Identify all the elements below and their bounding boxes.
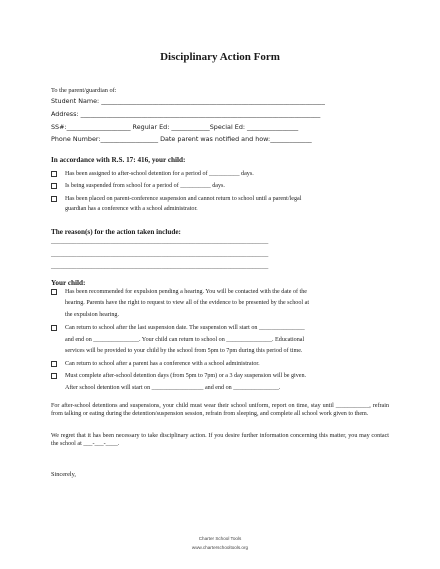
list-item: Is being suspended from school for a period of __________ days. bbox=[65, 183, 225, 189]
section-heading-action: In accordance with R.S. 17: 416, your child: bbox=[51, 156, 186, 164]
list-item: Can return to school after a parent has a conference with a school administrator. bbox=[65, 361, 260, 367]
uniform-paragraph: For after-school detentions and suspensions, your child must wear their school uniform, report on time, stay until ___________, refrain from talking or eating during the detention/suspension session, refrain from sleeping, and complete all school work given to them. bbox=[51, 403, 389, 417]
list-item: hearing. Parents have the right to request to view all of the evidence to be presented by the school at bbox=[65, 300, 310, 306]
closing-text: Sincerely, bbox=[51, 471, 76, 478]
list-item: Must complete after-school detention days (from 5pm to 7pm) or a 3 day suspension will be given. bbox=[65, 373, 307, 379]
address-field[interactable]: Address: ___________________________________________________________________________ bbox=[51, 110, 321, 118]
checkbox-parent-return[interactable] bbox=[51, 360, 57, 366]
list-item: Has been placed on parent-conference suspension and cannot return to school until a parent/legal bbox=[65, 196, 302, 202]
list-item: Has been recommended for expulsion pending a hearing. You will be contacted with the date of the bbox=[65, 289, 307, 295]
page-title: Disciplinary Action Form bbox=[160, 51, 280, 63]
footer-url[interactable]: www.charterschooltools.org bbox=[191, 545, 249, 550]
student-name-field[interactable]: Student Name: ______________________________________________________________________ bbox=[51, 97, 325, 105]
to-parent-label: To the parent/guardian of: bbox=[51, 87, 117, 94]
list-item: and end on _______________. Your child can return to school on _______________. Educational bbox=[65, 337, 305, 343]
checkbox-suspended[interactable] bbox=[51, 182, 57, 188]
ss-regular-special-field[interactable]: SS#:____________________ Regular Ed: ____________Special Ed: ________________ bbox=[51, 123, 299, 131]
checkbox-detention-days[interactable] bbox=[51, 372, 57, 378]
checkbox-parent-conference[interactable] bbox=[51, 195, 57, 201]
list-item: Has been assigned to after-school detention for a period of __________ days. bbox=[65, 171, 254, 177]
list-item: the expulsion hearing. bbox=[65, 312, 119, 318]
contact-paragraph: We regret that it has been necessary to take disciplinary action. If you desire further information concerning this matter, you may contact the school at ___-___-____. bbox=[51, 433, 389, 447]
list-item: services will be provided to your child by the school from 5pm to 7pm during this period of time. bbox=[65, 348, 303, 354]
reason-line[interactable]: _____________________________________________________________________ bbox=[51, 263, 269, 270]
footer-org: Charter School Tools bbox=[198, 536, 242, 541]
reason-line[interactable]: _____________________________________________________________________ bbox=[51, 238, 269, 245]
list-item: Can return to school after the last suspension date. The suspension will start on _______________ bbox=[65, 325, 305, 331]
section-heading-your-child: Your child: bbox=[51, 279, 86, 287]
list-item: guardian has a conference with a school administrator. bbox=[65, 206, 198, 212]
checkbox-suspension-return[interactable] bbox=[51, 324, 57, 330]
checkbox-expulsion[interactable] bbox=[51, 288, 57, 294]
list-item: After school detention will start on _________________ and end on _______________. bbox=[65, 385, 281, 391]
phone-notified-field[interactable]: Phone Number:__________________ Date parent was notified and how:_____________ bbox=[51, 135, 312, 143]
reason-line[interactable]: _____________________________________________________________________ bbox=[51, 251, 269, 258]
checkbox-detention[interactable] bbox=[51, 170, 57, 176]
section-heading-reasons: The reason(s) for the action taken include: bbox=[51, 228, 181, 236]
